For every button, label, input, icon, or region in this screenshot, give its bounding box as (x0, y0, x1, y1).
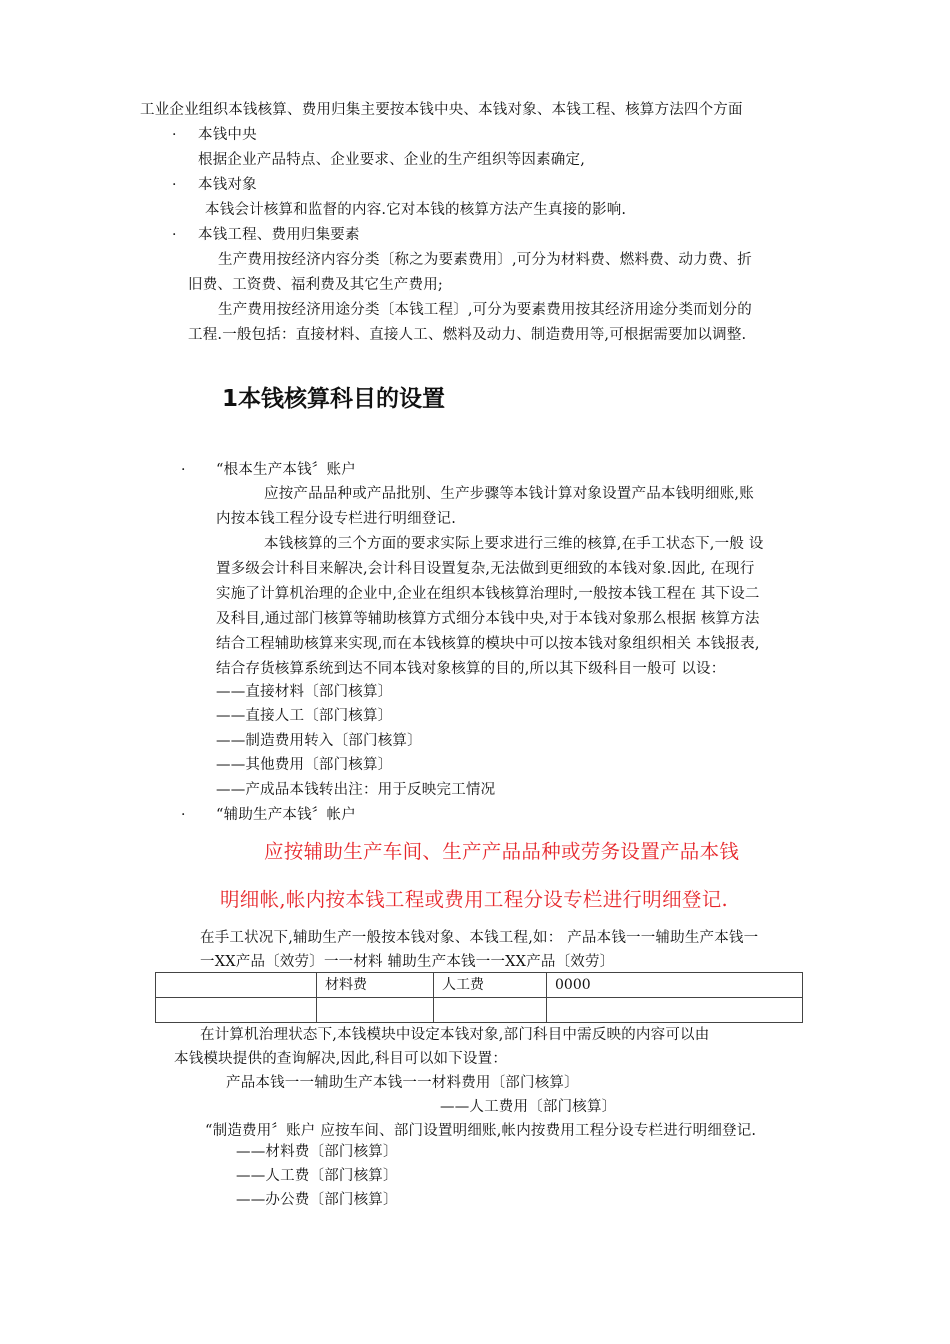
table-cell: 0000 (547, 973, 803, 998)
bullet-icon: · (181, 462, 186, 478)
paragraph-line: 工程.一般包括：直接材料、直接人工、燃料及动力、制造费用等,可根据需要加以调整. (188, 327, 747, 343)
subject-item: ——人工费〔部门核算〕 (236, 1168, 398, 1184)
bullet-icon: · (172, 127, 177, 143)
section-text: 根据企业产品特点、企业要求、企业的生产组织等因素确定, (198, 152, 586, 168)
paragraph-line: 结合工程辅助核算来实现,而在本钱核算的模块中可以按本钱对象组织相关 本钱报表, (216, 636, 760, 652)
subject-item: ——材料费〔部门核算〕 (236, 1144, 398, 1160)
paragraph-line: 结合存货核算系统到达不同本钱对象核算的目的,所以其下级科目一般可 以设： (216, 661, 726, 677)
paragraph-line: 在手工状况下,辅助生产一般按本钱对象、本钱工程,如： 产品本钱一一辅助生产本钱一 (200, 930, 759, 946)
subject-item: ——制造费用转入〔部门核算〕 (216, 733, 422, 749)
paragraph-line: 应按产品品种或产品批别、生产步骤等本钱计算对象设置产品本钱明细账,账 (264, 486, 754, 502)
subject-item: ——直接人工〔部门核算〕 (216, 708, 393, 724)
paragraph-line: 本钱模块提供的查询解决,因此,科目可以如下设置： (174, 1051, 508, 1067)
paragraph-line: 内按本钱工程分设专栏进行明细登记. (216, 511, 457, 527)
subject-table (155, 972, 803, 1023)
paragraph-line: 生产费用按经济用途分类〔本钱工程〕,可分为要素费用按其经济用途分类而划分的 (218, 302, 753, 318)
overhead-account-line: “制造费用〞账户 应按车间、部门设置明细账,帐内按费用工程分设专栏进行明细登记. (205, 1123, 757, 1139)
table-cell (156, 973, 317, 998)
bullet-icon: · (172, 227, 177, 243)
paragraph-line: 生产费用按经济内容分类〔称之为要素费用〕,可分为材料费、燃料费、动力费、折 (218, 252, 753, 268)
paragraph-line: 本钱核算的三个方面的要求实际上要求进行三维的核算,在手工状态下,一般 设 (264, 536, 764, 552)
section-heading: 本钱工程、费用归集要素 (198, 227, 360, 243)
subject-item: 产品本钱一一辅助生产本钱一一材料费用〔部门核算〕 (226, 1075, 579, 1091)
section-heading: 本钱对象 (198, 177, 257, 193)
section-heading: 本钱中央 (198, 127, 257, 143)
table-cell (156, 998, 317, 1023)
table-row (156, 998, 803, 1023)
section-text: 本钱会计核算和监督的内容.它对本钱的核算方法产生真接的影响. (205, 202, 627, 218)
highlighted-text: 明细帐,帐内按本钱工程或费用工程分设专栏进行明细登记. (220, 888, 728, 911)
paragraph-line: 在计算机治理状态下,本钱模块中设定本钱对象,部门科目中需反映的内容可以由 (200, 1027, 710, 1043)
table-cell: 人工费 (434, 973, 547, 998)
subject-item: ——人工费用〔部门核算〕 (440, 1099, 617, 1115)
intro-paragraph: 工业企业组织本钱核算、费用归集主要按本钱中央、本钱对象、本钱工程、核算方法四个方面 (140, 102, 743, 118)
subject-item: ——其他费用〔部门核算〕 (216, 757, 393, 773)
paragraph-line: 实施了计算机治理的企业中,企业在组织本钱核算治理时,一般按本钱工程在 其下设二 (216, 586, 760, 602)
paragraph-line: 及科目,通过部门核算等辅助核算方式细分本钱中央,对于本钱对象那么根据 核算方法 (216, 611, 760, 627)
chapter-title: 1本钱核算科目的设置 (222, 386, 446, 412)
subject-item: ——产成品本钱转出注：用于反映完工情况 (216, 782, 496, 798)
account-heading: “根本生产本钱〞账户 (216, 462, 356, 478)
highlighted-text: 应按辅助生产车间、生产产品品种或劳务设置产品本钱 (264, 840, 740, 863)
paragraph-line: 旧费、工资费、福利费及其它生产费用; (188, 277, 443, 293)
bullet-icon: · (181, 807, 186, 823)
subject-item: ——直接材料〔部门核算〕 (216, 684, 393, 700)
table-cell (547, 998, 803, 1023)
subject-item: ——办公费〔部门核算〕 (236, 1192, 398, 1208)
account-heading: “辅助生产本钱〞帐户 (216, 807, 356, 823)
bullet-icon: · (172, 177, 177, 193)
table-cell: 材料费 (317, 973, 434, 998)
paragraph-line: 一XX产品〔效劳〕一一材料 辅助生产本钱一一XX产品〔效劳〕 (200, 954, 615, 970)
table-row (156, 973, 803, 998)
table-cell (434, 998, 547, 1023)
table-cell (317, 998, 434, 1023)
paragraph-line: 置多级会计科目来解决,会计科目设置复杂,无法做到更细致的本钱对象.因此, 在现行 (216, 561, 755, 577)
